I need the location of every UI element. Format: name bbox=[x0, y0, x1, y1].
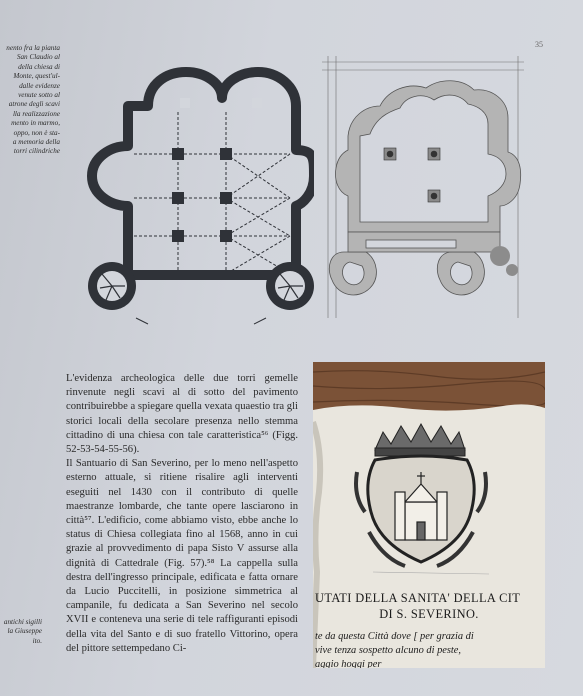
caption-line: venute sotto al bbox=[18, 91, 60, 100]
caption-line: antichi sigilli bbox=[3, 618, 42, 626]
caption-line: lla realizzazione bbox=[12, 109, 60, 118]
caption-line: la Giuseppe bbox=[7, 627, 42, 636]
caption-line: San Claudio al bbox=[16, 53, 60, 62]
paragraph: L'evidenza archeologica delle due torri gemelle rinvenute negli scavi al di sotto del pavimento contribuirebbe a spiegare quella vexata quaestio tra gli storici locali della secolare presenza nello stemma cittadino di una chiesa con tale caratteristica⁵⁶ (Figg. 52-53-54-55-56). bbox=[66, 373, 298, 456]
caption-line: mento in marmo, bbox=[11, 119, 60, 128]
document-title-line: DI S. SEVERINO. bbox=[379, 607, 479, 621]
caption-line: dalle evidenze bbox=[19, 81, 60, 90]
document-title-line: UTATI DELLA SANITA' DELLA CIT bbox=[315, 591, 521, 605]
caption-line: atrone degli scavi bbox=[8, 100, 60, 109]
paragraph: Il Santuario di San Severino, per lo meno nell'aspetto esterno attuale, si ritiene risalire agli interventi eseguiti nel 1430 con il contributo di quelle maestranze lombarde, che tante opere lasciarono in città⁵⁷. L'edificio, come abbiamo visto, ebbe anche lo status di Chiesa collegiata fino al 1568, anno in cui grazie al provvedimento di papa Sisto V assurse alla dignità di Cattedrale (Fig. 57).⁵⁸ La cappella sulla destra dell'ingresso principale, edificata e fatta ornare da Lucio Puccitelli, in posizione simmetrica al campanile, fu dedicata a San Severino nel secolo XVII e conteneva una serie di tele raffiguranti episodi della vita del Santo e di suo fratello Vittorino, opera del pittore settempedano Ci- bbox=[66, 458, 298, 654]
floor-plan-left bbox=[82, 58, 314, 326]
body-text bbox=[66, 372, 298, 656]
caption-line: Monte, quest'ul- bbox=[13, 72, 60, 81]
document-text-line: te da questa Città dove [ per grazia di bbox=[315, 631, 474, 642]
floor-plan-right bbox=[322, 56, 524, 318]
caption-line: oppo, non è sta- bbox=[13, 128, 60, 137]
caption-line: a memoria della bbox=[12, 138, 60, 147]
page-number: 35 bbox=[535, 40, 543, 49]
figure-caption-bottom bbox=[0, 618, 42, 646]
caption-line: ito. bbox=[32, 636, 42, 645]
document-text-line: vive tenza sospetto alcuno di peste, bbox=[315, 645, 462, 656]
caption-line: torri cilindriche bbox=[13, 147, 60, 156]
caption-line: nento fra la pianta bbox=[6, 44, 60, 52]
document-text-line: aggio hoggi per bbox=[315, 659, 382, 668]
figure-caption-top bbox=[0, 44, 60, 157]
caption-line: della chiesa di bbox=[18, 62, 60, 71]
document-photo-image bbox=[313, 362, 545, 668]
document-photo bbox=[313, 362, 545, 668]
